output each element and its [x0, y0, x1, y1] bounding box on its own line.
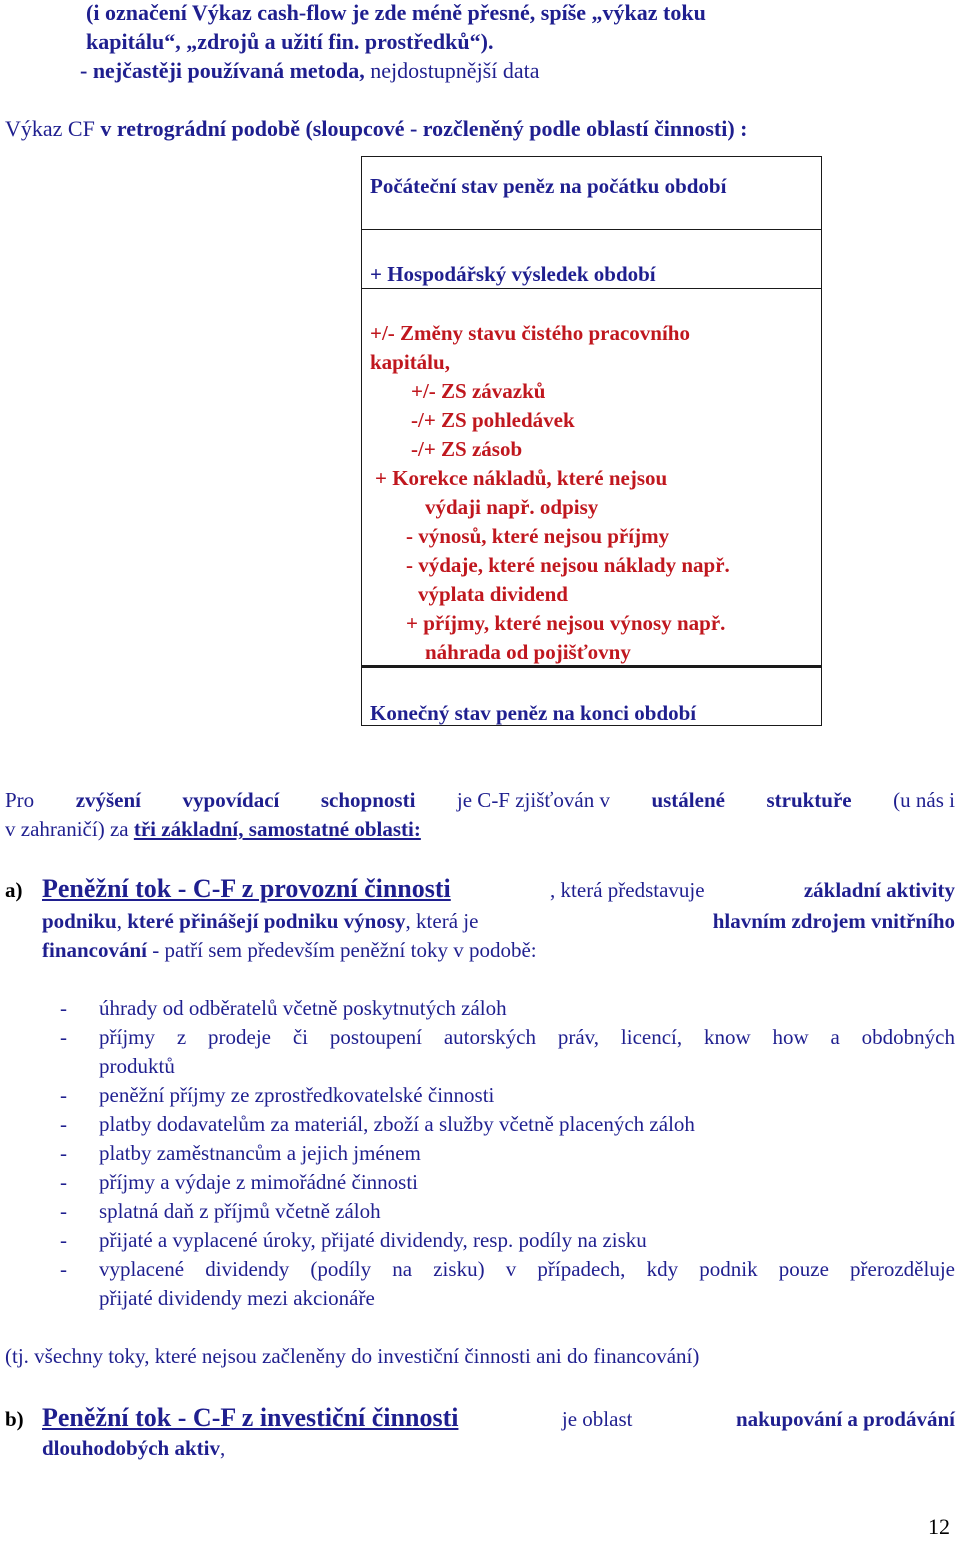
list-item: platby dodavatelům za materiál, zboží a služby včetně placených záloh — [99, 1112, 695, 1136]
section-b-line-1 — [42, 1403, 955, 1434]
list-item: příjmy a výdaje z mimořádné činnosti — [99, 1170, 418, 1194]
section-a-line-3 — [42, 936, 537, 965]
list-dash: - — [60, 1083, 67, 1107]
section-a-bold: hlavním zdrojem vnitřního — [712, 909, 955, 933]
list-item: splatná daň z příjmů včetně záloh — [99, 1199, 381, 1223]
list-dash: - — [60, 1228, 67, 1252]
section-a-text: - patří sem především peněžní toky v podobě: — [147, 938, 537, 962]
list-item: přijaté a vyplacené úroky, přijaté dividendy, resp. podíly na zisku — [99, 1228, 647, 1252]
cf-box-divider-1 — [361, 229, 822, 230]
section-a-text: , která je — [405, 909, 479, 933]
cf-economic-result: + Hospodářský výsledek období — [370, 262, 656, 286]
section-a-line-2 — [42, 907, 955, 936]
cf-heading-text: v retrográdní podobě (sloupcové - rozčleněný podle oblastí činnosti) : — [100, 116, 748, 141]
section-a-bold: které přinášejí podniku výnosy — [127, 909, 406, 933]
para-word: (u nás i — [893, 788, 955, 812]
list-dash: - — [60, 1257, 67, 1281]
section-b-line-2 — [42, 1434, 225, 1463]
three-areas-link: tři základní, samostatné oblasti: — [133, 817, 421, 841]
intro-line-3 — [80, 56, 540, 85]
cf-correction-line-7: náhrada od pojišťovny — [425, 640, 631, 664]
cf-zs-inventory: -/+ ZS zásob — [411, 437, 523, 461]
cf-correction-line-3: - výnosů, které nejsou příjmy — [406, 524, 670, 548]
list-dash: - — [60, 1025, 67, 1049]
para-word: schopnosti — [320, 788, 416, 812]
para-word: je C-F zjišťován v — [456, 788, 610, 812]
section-a-bold: podniku — [42, 909, 117, 933]
section-b-title: Peněžní tok - C-F z investiční činnosti — [42, 1403, 459, 1432]
section-a-title: Peněžní tok - C-F z provozní činnosti — [42, 874, 451, 903]
list-item: peněžní příjmy ze zprostředkovatelské činnosti — [99, 1083, 495, 1107]
list-item: úhrady od odběratelů včetně poskytnutých záloh — [99, 996, 507, 1020]
list-dash: - — [60, 1141, 67, 1165]
list-dash: - — [60, 1170, 67, 1194]
note-text: (tj. všechny toky, které nejsou začleněny do investiční činnosti ani do financování) — [5, 1344, 700, 1368]
para-word: ustálené — [651, 788, 725, 812]
para-text: v zahraničí) za — [5, 817, 134, 841]
section-a-bold: financování — [42, 938, 148, 962]
section-b-bold: nakupování a prodávání — [735, 1407, 955, 1431]
section-a-text: , — [116, 909, 128, 933]
cf-correction-line-2: výdaji např. odpisy — [425, 495, 599, 519]
cf-zs-receivables: -/+ ZS pohledávek — [411, 408, 575, 432]
page-number: 12 — [928, 1514, 950, 1539]
list-dash: - — [60, 1199, 67, 1223]
section-a-bold: základní aktivity — [803, 878, 955, 902]
list-item-continuation: přijaté dividendy mezi akcionáře — [99, 1286, 375, 1310]
para-word: struktuře — [766, 788, 852, 812]
cf-correction-line-4: - výdaje, které nejsou náklady např. — [406, 553, 730, 577]
section-b-bold: dlouhodobých aktiv — [42, 1436, 220, 1460]
section-b-label: b) — [5, 1407, 24, 1431]
section-b-text: je oblast — [561, 1407, 633, 1431]
para-word: Pro — [5, 788, 35, 812]
cf-wc-line-1: +/- Změny stavu čistého pracovního — [370, 321, 690, 345]
list-dash: - — [60, 1112, 67, 1136]
cf-end-balance: Konečný stav peněz na konci období — [370, 701, 697, 725]
intro-line-3-bold: - nejčastěji používaná metoda, — [80, 58, 365, 83]
intro-line-1: (i označení Výkaz cash-flow je zde méně přesné, spíše „výkaz toku — [86, 0, 706, 25]
cf-correction-line-6: + příjmy, které nejsou výnosy např. — [406, 611, 726, 635]
section-a-text: , která představuje — [550, 878, 705, 902]
para-word: zvýšení — [75, 788, 142, 812]
para-word: vypovídací — [182, 788, 280, 812]
cf-heading-prefix: Výkaz CF — [5, 116, 101, 141]
cf-correction-line-5: výplata dividend — [418, 582, 568, 606]
intro-line-2: kapitálu“, „zdrojů a užití fin. prostředků“). — [86, 29, 494, 54]
cf-start-balance: Počáteční stav peněz na počátku období — [370, 174, 727, 198]
para-increase-line-2 — [5, 815, 421, 844]
cf-heading — [5, 114, 748, 143]
intro-line-3-rest: nejdostupnější data — [364, 58, 540, 83]
section-b-text: , — [220, 1436, 226, 1460]
para-increase-line-1 — [5, 786, 955, 815]
list-item: příjmy z prodeje či postoupení autorských práv, licencí, know how a obdobných — [99, 1025, 955, 1049]
list-item-continuation: produktů — [99, 1054, 175, 1078]
cf-wc-line-2: kapitálu, — [370, 350, 450, 374]
list-item: vyplacené dividendy (podíly na zisku) v případech, kdy podnik pouze přerozděluje — [99, 1257, 955, 1281]
section-a-label: a) — [5, 878, 23, 902]
list-item: platby zaměstnancům a jejich jménem — [99, 1141, 421, 1165]
list-dash: - — [60, 996, 67, 1020]
cf-correction-line-1: + Korekce nákladů, které nejsou — [375, 466, 668, 490]
cf-zs-payables: +/- ZS závazků — [411, 379, 546, 403]
section-a-line-1 — [42, 874, 955, 905]
